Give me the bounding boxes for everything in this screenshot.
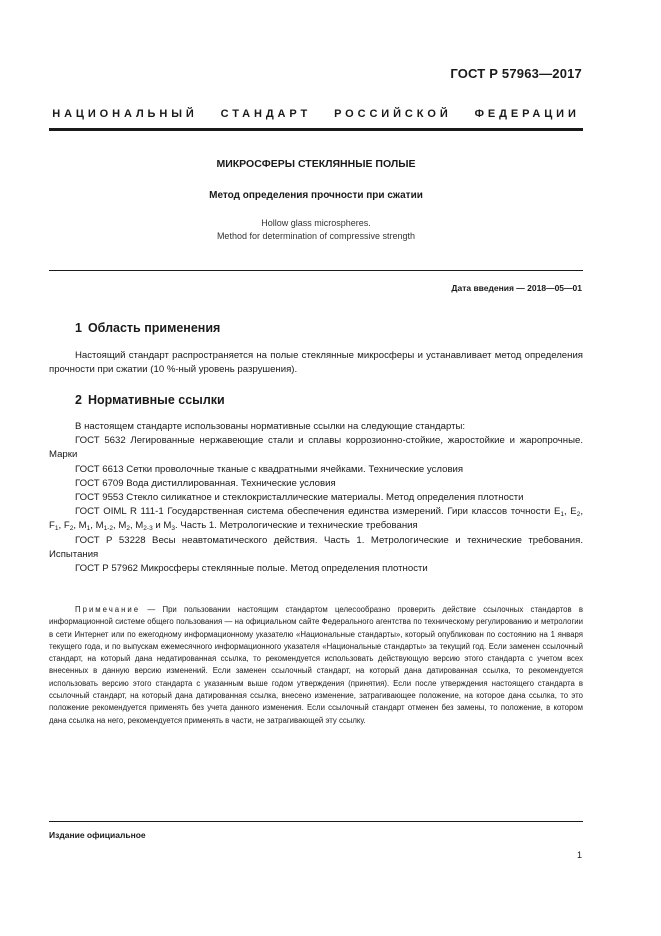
section-1-number: 1 bbox=[75, 321, 82, 335]
national-standard-header: НАЦИОНАЛЬНЫЙ СТАНДАРТ РОССИЙСКОЙ ФЕДЕРАЦИИ bbox=[52, 108, 580, 120]
note-paragraph bbox=[49, 604, 583, 727]
section-2-title: Нормативные ссылки bbox=[87, 393, 225, 407]
reference-item: ГОСТ 6613 Сетки проволочные тканые с квадратными ячейками. Технические условия bbox=[75, 463, 464, 475]
footer-divider bbox=[49, 821, 583, 822]
reference-item: ГОСТ 9553 Стекло силикатное и стеклокристаллические материалы. Метод определения плотности bbox=[75, 492, 524, 504]
title-divider bbox=[49, 270, 583, 271]
section-1-body bbox=[49, 349, 583, 377]
section-2-number: 2 bbox=[75, 393, 82, 407]
note-label: Примечание bbox=[75, 605, 141, 614]
document-title: МИКРОСФЕРЫ СТЕКЛЯННЫЕ ПОЛЫЕ bbox=[216, 158, 416, 170]
note-block bbox=[49, 604, 583, 727]
note-text: — При пользовании настоящим стандартом целесообразно проверить действие ссылочных стандартов в информационной системе общего пользования — на официальном сайте Федерального агентства по техническому регулированию и метрологии в сети Интернет или по ежегодному информационному указателю «Национальные стандарты», который опубликован по состоянию на 1 января текущего года, и по выпускам ежемесячного информационного указателя «Национальные стандарты» за текущий год. Если заменен ссылочный стандарт, на который дана недатированная ссылка, то рекомендуется использовать действующую версию этого стандарта с учетом всех внесенных в данную версию изменений. Если заменен ссылочный стандарт, на который дана датированная ссылка, то рекомендуется использовать версию этого стандарта с указанным выше годом утверждения (принятия). Если после утверждения настоящего стандарта в ссылочный стандарт, на который дана датированная ссылка, внесено изменение, затрагивающее положение, на которое дана ссылка, то это положение рекомендуется применять без учета данного изменения. Если ссылочный стандарт отменен без замены, то положение, в котором дана ссылка на него, рекомендуется применять в части, не затрагивающей эту ссылку. bbox=[49, 605, 583, 725]
document-subtitle: Метод определения прочности при сжатии bbox=[209, 190, 423, 201]
document-number: ГОСТ Р 57963—2017 bbox=[450, 66, 582, 81]
section-1-paragraph: Настоящий стандарт распространяется на полые стеклянные микросферы и устанавливает метод определения прочности при сжатии (10 %-ный уровень разрушения). bbox=[49, 350, 583, 376]
official-edition-label: Издание официальное bbox=[49, 830, 146, 840]
section-2-heading bbox=[75, 393, 225, 407]
reference-item-oiml: ГОСТ OIML R 111-1 Государственная система обеспечения единства измерений. Гири классов точности $E_1$, $E_2$, $F_1$, $F_2$, $M_1$, $M_{1-2}$, $M_2$, $M_{2-3}$ и $M_3$. Часть 1. Метрологические и технические требования bbox=[49, 506, 583, 533]
section-1-heading bbox=[75, 321, 220, 335]
header-divider bbox=[49, 128, 583, 131]
english-title-line-2: Method for determination of compressive strength bbox=[216, 231, 416, 241]
reference-item: ГОСТ Р 57962 Микросферы стеклянные полые. Метод определения плотности bbox=[75, 563, 428, 575]
reference-item: ГОСТ Р 53228 Весы неавтоматического действия. Часть 1. Метрологические и технические требования. Испытания bbox=[49, 534, 583, 560]
page-number: 1 bbox=[576, 850, 582, 860]
english-title bbox=[49, 217, 583, 243]
reference-item: ГОСТ 6709 Вода дистиллированная. Технические условия bbox=[75, 477, 336, 489]
reference-item: ГОСТ 5632 Легированные нержавеющие стали и сплавы коррозионно-стойкие, жаростойкие и жаропрочные. Марки bbox=[49, 435, 583, 461]
section-2-body bbox=[49, 420, 583, 576]
english-title-line-1: Hollow glass microspheres. bbox=[261, 218, 371, 228]
introduction-date: Дата введения — 2018—05—01 bbox=[451, 283, 582, 293]
section-1-title: Область применения bbox=[87, 321, 221, 335]
section-2-intro: В настоящем стандарте использованы нормативные ссылки на следующие стандарты: bbox=[75, 421, 466, 432]
